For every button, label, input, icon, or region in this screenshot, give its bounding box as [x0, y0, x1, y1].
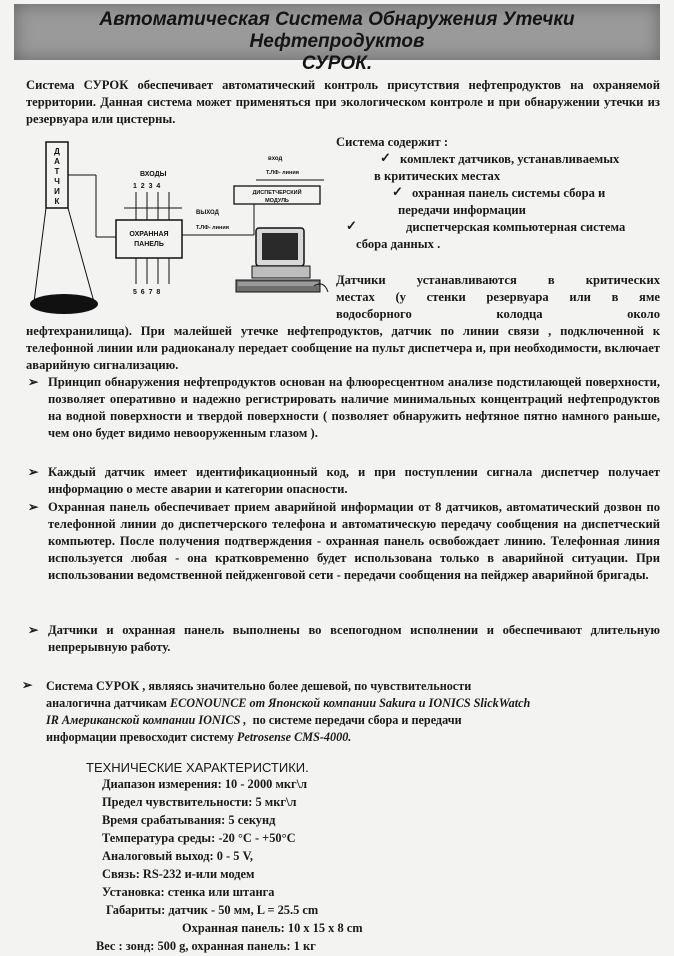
- system-diagram: [24, 132, 354, 332]
- arrow-bullet-icon: ➢: [28, 375, 39, 389]
- spec-temperature: Температура среды: -20 °С - +50°С: [102, 831, 296, 846]
- inputs-label: ВХОДЫ: [140, 171, 167, 178]
- contains-item-3-line-2: сбора данных .: [356, 237, 441, 251]
- comparison-brands: Petrosense CMS-4000.: [236, 730, 352, 744]
- bullet-3: Охранная панель обеспечивает прием аварийной информации от 8 датчиков, автоматический дозвон по телефонной линии до диспетчерского телефона и автоматическую передачу сообщения на диспетческий компьютер. После получения подтверждения - охранная панель освобождает линию. Телефонная линия используется любая - она кратковременно будет использована только в аварийной ситуации. При использовании ведомственной пейдженговой сети - передачи сообщения на пейджер аварийной бригады.: [48, 500, 660, 582]
- comparison-line-4: [46, 729, 351, 746]
- spec-panel-dimensions: Охранная панель: 10 x 15 x 8 cm: [182, 921, 363, 936]
- panel-label: ПАНЕЛЬ: [134, 241, 164, 248]
- spec-response-time: Время срабатывания: 5 секунд: [102, 813, 276, 828]
- contains-item-2-line-2: передачи информации: [398, 203, 526, 217]
- check-icon: ✓: [346, 218, 357, 233]
- comparison-line-1: Система СУРОК , являясь значительно более дешевой, по чувствительности: [46, 679, 472, 693]
- line-label: Т.ЛФ- линия: [196, 225, 229, 231]
- sensor-letter: А: [54, 157, 60, 166]
- comparison-line-2: [46, 695, 530, 712]
- title-line-2: СУРОК.: [301, 53, 373, 74]
- spec-dimensions: Габариты: датчик - 50 мм, L = 25.5 cm: [106, 903, 319, 918]
- check-icon: ✓: [392, 184, 403, 199]
- bullet-4: Датчики и охранная панель выполнены во всепогодном исполнении и обеспечивают длительную непрерывную работу.: [48, 623, 660, 654]
- intro-paragraph: Система СУРОК обеспечивает автоматический контроль присутствия нефтепродуктов на охраняемой территории. Данная система может применяться при экологическом контроле и при обнаружении утечки из резервуара или цистерны.: [26, 78, 660, 126]
- sensors-rest: нефтехранилища). При малейшей утечке нефтепродуктов, датчик по линии связи , подключенной к телефонной линии или радиоканалу передает сообщение на пульт диспетчера и, при необходимости, включает аварийную сигнализацию.: [26, 324, 660, 372]
- sensors-line-3: водосборного колодца около: [336, 307, 660, 321]
- title-line-1: Автоматическая Система Обнаружения Утечки Нефтепродуктов: [99, 9, 575, 52]
- arrow-bullet-icon: ➢: [28, 623, 39, 637]
- dispatch-label: ДИСПЕТЧЕРСКИЙ: [252, 190, 302, 196]
- spec-analog-output: Аналоговый выход: 0 - 5 V,: [102, 849, 254, 864]
- sensor-spot: [30, 294, 98, 314]
- comparison-brands: ECONOUNCE от Японской компании Sakura и IONICS SlickWatch: [169, 696, 531, 710]
- contains-item-1-line-2: в критических местах: [374, 169, 501, 183]
- spec-sensitivity: Предел чувствительности: 5 мкг\л: [102, 795, 297, 810]
- sensor-letter: Ч: [54, 177, 60, 186]
- computer-icon: [236, 228, 328, 292]
- outputs-numbers: 5 6 7 8: [133, 289, 161, 296]
- arrow-bullet-icon: ➢: [28, 465, 39, 479]
- line-label: Т.ЛФ- линия: [266, 170, 299, 176]
- dispatch-label: МОДУЛЬ: [265, 198, 289, 204]
- output-label: ВЫХОД: [196, 210, 219, 216]
- comparison-line-3: [46, 712, 462, 729]
- comparison-text: информации превосходит систему: [46, 730, 237, 744]
- spec-range: Диапазон измерения: 10 - 2000 мкг\л: [102, 777, 308, 792]
- contains-heading: Система содержит :: [336, 135, 449, 149]
- arrow-bullet-icon: ➢: [28, 500, 39, 514]
- comparison-text: аналогична датчикам: [46, 696, 170, 710]
- contains-item-2-line-1: охранная панель системы сбора и: [412, 186, 606, 200]
- sensors-line-2: местах (у стенки резервуара или в яме: [336, 290, 660, 304]
- bullet-1: Принцип обнаружения нефтепродуктов основан на флюоресцентном анализе подстилающей поверхности, позволяет оперативно и надежно регистрировать наличие минимальных концентраций нефтепродуктов на водной поверхности и твердой поверхности ( позволяет обнаружить нефтяное пятно намного раньше, чем оно будет видимо невооруженным глазом ).: [48, 375, 660, 440]
- sensor-beam-left: [34, 208, 46, 302]
- sensor-beam-right: [68, 208, 94, 302]
- comparison-text: по системе передачи сбора и передачи: [246, 713, 462, 727]
- guard-panel: [116, 220, 182, 258]
- inputs-numbers: 1 2 3 4: [133, 183, 161, 190]
- check-icon: ✓: [380, 150, 391, 165]
- contains-item-1-line-1: комплект датчиков, устанавливаемых: [400, 152, 620, 166]
- spec-weight: Вес : зонд: 500 g, охранная панель: 1 кг: [96, 939, 316, 954]
- specs-heading: ТЕХНИЧЕСКИЕ ХАРАКТЕРИСТИКИ.: [86, 760, 309, 775]
- sensor-letter: К: [54, 197, 60, 206]
- panel-label: ОХРАННАЯ: [129, 231, 169, 238]
- sensor-letter: И: [54, 187, 60, 196]
- bullet-2: Каждый датчик имеет идентификационный код, и при поступлении сигнала диспетчер получает информацию о месте аварии и категории опасности.: [48, 465, 660, 496]
- page-title: [14, 4, 660, 74]
- sensors-line-1: Датчики устанавливаются в критических: [336, 273, 660, 287]
- input-label: вход: [268, 156, 283, 162]
- arrow-bullet-icon: ➢: [22, 678, 33, 692]
- comparison-brands: IR Американской компании IONICS ,: [46, 713, 247, 727]
- sensor-letter: Д: [54, 147, 60, 156]
- sensor-letter: Т: [54, 167, 60, 176]
- spec-installation: Установка: стенка или штанга: [102, 885, 275, 900]
- spec-communication: Связь: RS-232 и-или модем: [102, 867, 255, 882]
- contains-item-3-line-1: диспетчерская компьютерная система: [406, 220, 626, 234]
